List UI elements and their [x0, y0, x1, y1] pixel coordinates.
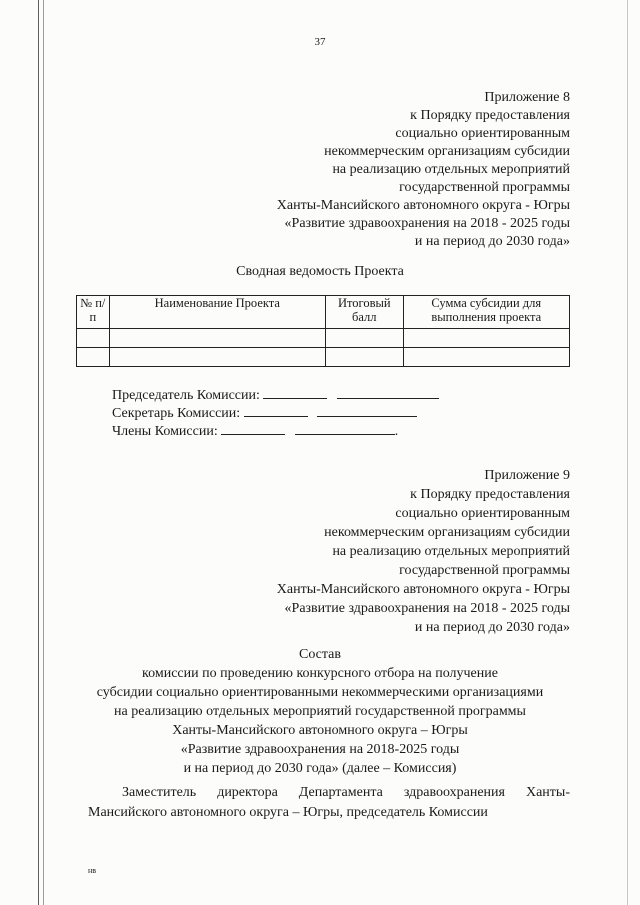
page-number: 37 [314, 36, 326, 48]
appendix-8-line: на реализацию отдельных мероприятий [332, 162, 570, 177]
table-row [77, 329, 570, 348]
composition-title: Состав [298, 647, 341, 662]
signature-blank [263, 386, 327, 399]
members-period: . [394, 424, 399, 439]
appendix-9-line: некоммерческим организациям субсидии [324, 525, 570, 540]
composition-line: на реализацию отдельных мероприятий государственной программы [114, 704, 526, 719]
paragraph-line: Заместитель директора Департамента здравоохранения Ханты- [122, 785, 570, 800]
name-blank [337, 386, 439, 399]
appendix-8-line: Ханты-Мансийского автономного округа - Югры [276, 198, 570, 213]
composition-line: Ханты-Мансийского автономного округа – Югры [172, 723, 468, 738]
header-project-name: Наименование Проекта [109, 296, 325, 329]
table-header-row [77, 296, 570, 329]
appendix-9-line: Ханты-Мансийского автономного округа - Югры [276, 582, 570, 597]
table-cell [403, 348, 569, 367]
table-cell [403, 329, 569, 348]
summary-table [76, 295, 570, 367]
table-cell [326, 329, 403, 348]
appendix-9-line: Приложение 9 [484, 468, 570, 483]
appendix-8-line: и на период до 2030 года» [414, 234, 570, 249]
summary-title: Сводная ведомость Проекта [236, 264, 404, 279]
header-subsidy-amount: Сумма субсидии для выполнения проекта [403, 296, 569, 329]
composition-line: и на период до 2030 года» (далее – Комиссия) [183, 761, 457, 776]
chairman-paragraph [88, 783, 570, 823]
signature-blank [244, 404, 308, 417]
appendix-9-line: государственной программы [399, 563, 570, 578]
appendix-8-line: Приложение 8 [484, 90, 570, 105]
table-cell [109, 348, 325, 367]
appendix-9-line: социально ориентированным [395, 506, 570, 521]
appendix-8-line: к Порядку предоставления [410, 108, 570, 123]
table-cell [77, 329, 110, 348]
name-blank [295, 422, 395, 435]
header-total-score: Итоговый балл [326, 296, 403, 329]
members-label: Члены Комиссии: [112, 424, 218, 439]
composition-line: комиссии по проведению конкурсного отбора на получение [142, 666, 498, 681]
secretary-label: Секретарь Комиссии: [112, 406, 241, 421]
table-cell [326, 348, 403, 367]
composition-line: «Развитие здравоохранения на 2018-2025 годы [180, 742, 460, 757]
signature-blank [221, 422, 285, 435]
appendix-8-line: некоммерческим организациям субсидии [324, 144, 570, 159]
appendix-9-line: к Порядку предоставления [410, 487, 570, 502]
secretary-signature-line [112, 404, 417, 422]
footer-mark: нв [88, 866, 97, 875]
members-signature-line [112, 422, 398, 440]
name-blank [317, 404, 417, 417]
chairman-label: Председатель Комиссии: [112, 388, 260, 403]
paragraph-line: Мансийского автономного округа – Югры, председатель Комиссии [88, 805, 488, 820]
appendix-8-line: социально ориентированным [395, 126, 570, 141]
appendix-9-line: на реализацию отдельных мероприятий [332, 544, 570, 559]
table-cell [109, 329, 325, 348]
table-row [77, 348, 570, 367]
appendix-8-line: «Развитие здравоохранения на 2018 - 2025 годы [284, 216, 570, 231]
appendix-8-line: государственной программы [399, 180, 570, 195]
composition-line: субсидии социально ориентированными некоммерческими организациями [96, 685, 544, 700]
table-cell [77, 348, 110, 367]
chairman-signature-line [112, 386, 439, 404]
header-number: № п/п [77, 296, 110, 329]
appendix-9-line: «Развитие здравоохранения на 2018 - 2025 годы [284, 601, 570, 616]
appendix-9-line: и на период до 2030 года» [414, 620, 570, 635]
